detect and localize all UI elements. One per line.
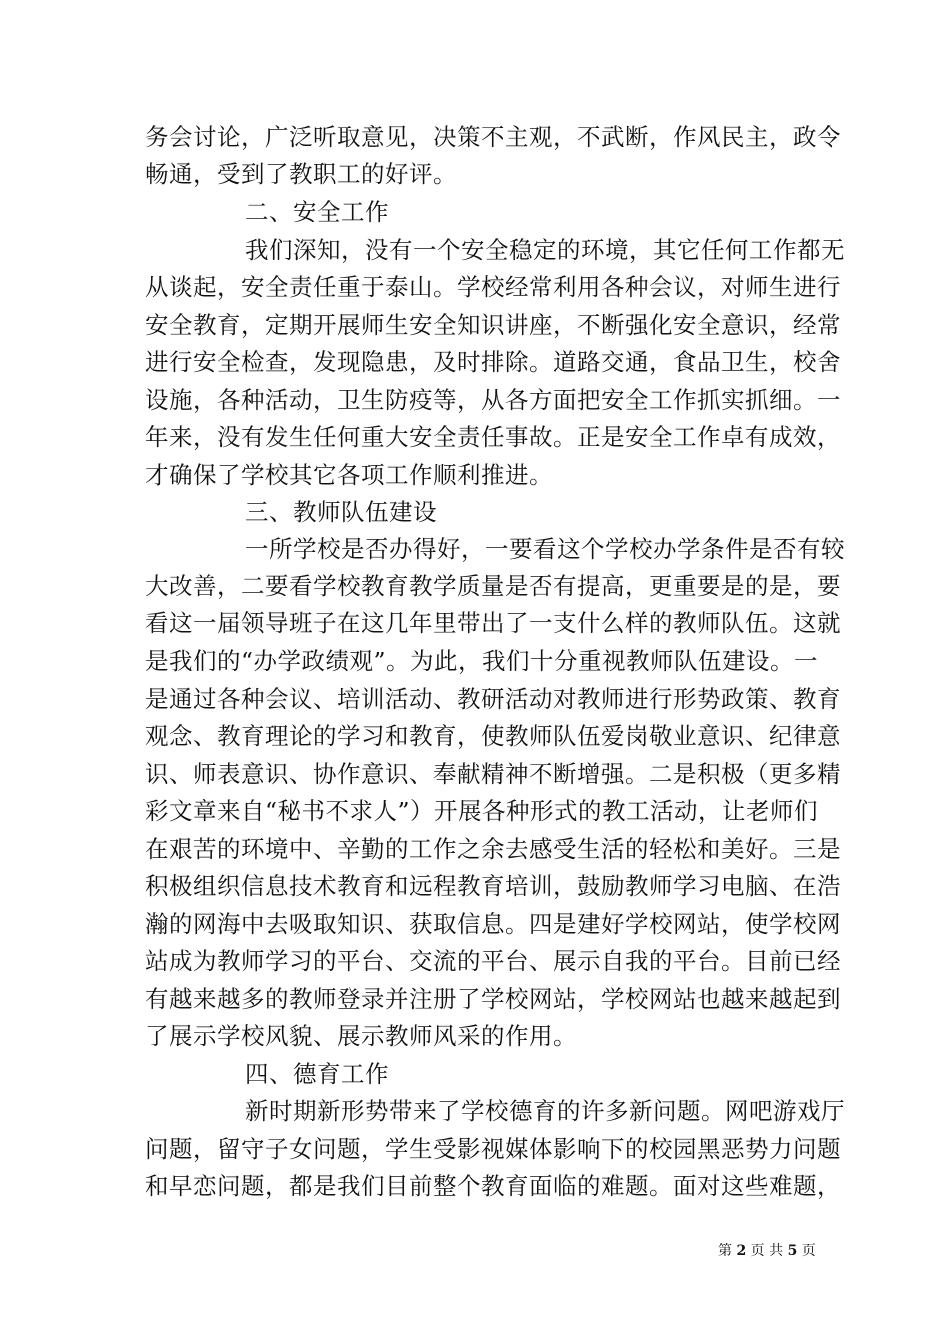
text-line: 了展示学校风貌、展示教师风采的作用。 [145, 1022, 577, 1050]
footer-suffix: 页 [801, 1243, 816, 1259]
footer-prefix: 第 [718, 1243, 732, 1259]
text-line: 识、师表意识、协作意识、奉献精神不断增强。二是积极（更多精 [145, 760, 841, 788]
text-line: 安全教育，定期开展师生安全知识讲座，不断强化安全意识，经常 [145, 311, 841, 339]
text-line: 是我们的“办学政绩观”。为此，我们十分重视教师队伍建设。一 [145, 647, 819, 675]
text-line: 有越来越多的教师登录并注册了学校网站，学校网站也越来越起到 [145, 985, 841, 1013]
text-line: 设施，各种活动，卫生防疫等，从各方面把安全工作抓实抓细。一 [145, 386, 841, 414]
section-heading: 三、教师队伍建设 [245, 498, 437, 526]
text-line: 问题，留守子女问题，学生受影视媒体影响下的校园黑恶势力问题 [145, 1135, 841, 1163]
text-line: 站成为教师学习的平台、交流的平台、展示自我的平台。目前已经 [145, 947, 841, 975]
text-line: 畅通，受到了教职工的好评。 [145, 160, 457, 188]
text-line: 瀚的网海中去吸取知识、获取信息。四是建好学校网站，使学校网 [145, 910, 841, 938]
text-line: 新时期新形势带来了学校德育的许多新问题。网吧游戏厅 [245, 1097, 845, 1125]
footer-middle: 页 共 [750, 1243, 784, 1259]
text-line: 在艰苦的环境中、辛勤的工作之余去感受生活的轻松和美好。三是 [145, 835, 841, 863]
text-line: 积极组织信息技术教育和远程教育培训，鼓励教师学习电脑、在浩 [145, 872, 841, 900]
total-pages-number: 5 [787, 1243, 798, 1259]
text-line: 才确保了学校其它各项工作顺利推进。 [145, 461, 553, 489]
text-line: 看这一届领导班子在这几年里带出了一支什么样的教师队伍。这就 [145, 609, 841, 637]
section-heading: 二、安全工作 [245, 198, 389, 226]
text-line: 从谈起，安全责任重于泰山。学校经常利用各种会议，对师生进行 [145, 273, 841, 301]
text-line: 大改善，二要看学校教育教学质量是否有提高，更重要是的是，要 [145, 572, 841, 600]
text-line: 进行安全检查，发现隐患，及时排除。道路交通，食品卫生，校舍 [145, 348, 841, 376]
text-line: 观念、教育理论的学习和教育，使教师队伍爱岗敬业意识、纪律意 [145, 722, 841, 750]
section-heading: 四、德育工作 [245, 1060, 389, 1088]
text-line: 彩文章来自“秘书不求人”）开展各种形式的教工活动，让老师们 [145, 797, 819, 825]
text-line: 是通过各种会议、培训活动、教研活动对教师进行形势政策、教育 [145, 685, 841, 713]
text-line: 我们深知，没有一个安全稳定的环境，其它任何工作都无 [245, 236, 845, 264]
text-line: 年来，没有发生任何重大安全责任事故。正是安全工作卓有成效， [145, 423, 841, 451]
current-page-number: 2 [736, 1243, 747, 1259]
page-footer [718, 1242, 816, 1260]
text-line: 务会讨论，广泛听取意见，决策不主观，不武断，作风民主，政令 [145, 123, 841, 151]
text-line: 一所学校是否办得好，一要看这个学校办学条件是否有较 [245, 535, 845, 563]
text-line: 和早恋问题，都是我们目前整个教育面临的难题。面对这些难题， [145, 1172, 841, 1200]
